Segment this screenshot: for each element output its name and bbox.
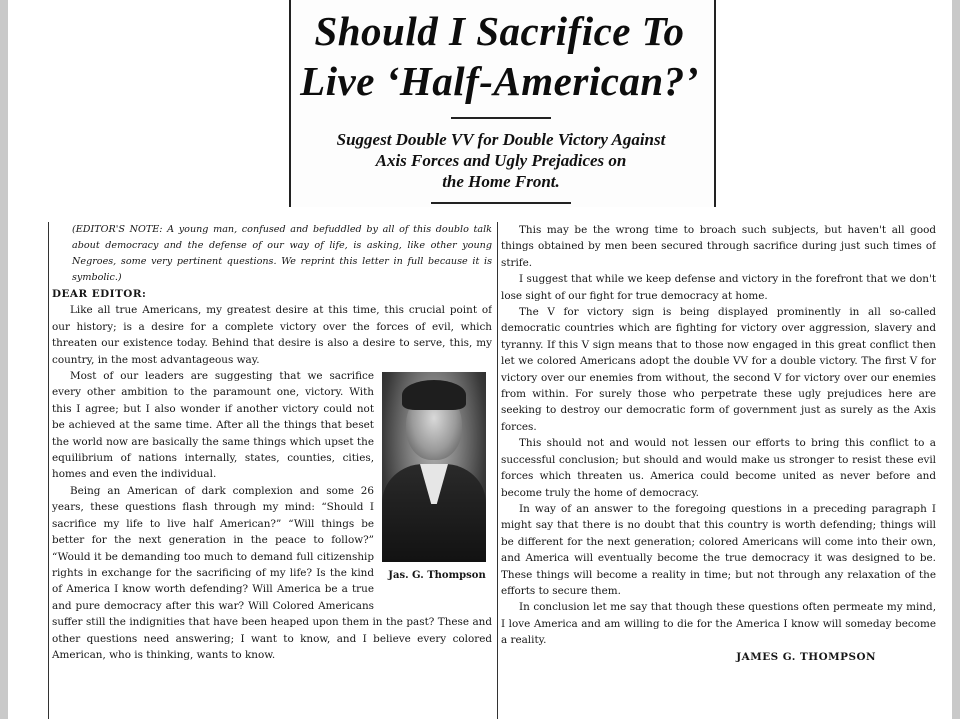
signature: JAMES G. THOMPSON <box>736 650 876 663</box>
right-paragraph-4: This should not and would not lessen our efforts to bring this conflict to a successful conclusion; but should and would make us stronger to resist these evil forces which threaten us. America could become united as never before and become truly the home of democracy. <box>501 437 936 499</box>
photo-caption: Jas. G. Thompson <box>388 570 486 582</box>
headline-title-line1: Should I Sacrifice To <box>314 8 685 54</box>
right-column <box>497 222 936 719</box>
headline-title <box>297 6 702 106</box>
left-column <box>48 222 492 719</box>
subhead-line2: Axis Forces and Ugly Prejadices on <box>375 151 627 170</box>
left-paragraph-2: Most of our leaders are suggesting that we sacrifice every other ambition to the paramount one, victory. With this I agree; but I also wonder if another victory could not be achieved at the same time. After all the things that beset the world now are basically the same things which upset the equilibrium of nations internally, states, counties, cities, homes and even the individual. <box>52 370 374 481</box>
headline-bottom-divider <box>431 202 571 204</box>
headline-title-line2: Live ‘Half-American?’ <box>300 58 699 104</box>
headline-divider <box>451 117 551 119</box>
right-paragraph-6: In conclusion let me say that though these questions often permeate my mind, I love America and am willing to die for the America I know will someday become a reality. <box>501 601 936 647</box>
right-paragraph-5: In way of an answer to the foregoing questions in a preceding paragraph I might say that there is no doubt that this country is worth defending; things will be different for the next generation; colored Americans will come into their own, and America will eventually become the true democracy it was designed to be. These things will become a reality in time; but not through any relaxation of the efforts to secure them. <box>501 502 936 597</box>
left-paragraph-3: Being an American of dark complexion and some 26 years, these questions flash through my mind: “Should I sacrifice my life to live half American?” “Will things be better for the next generation in the peace to follow?” “Would it be demanding too much to demand full citizenship rights in exchange for the sacrificing of my life? Is the kind of America I know worth defending? Will America be a true and pure democracy after this war? Will Colored Americans suffer still the indignities that have been heaped upon them in the past? These and other questions need answering; I want to know, and I believe every colored American, who is thinking, wants to know. <box>52 484 492 661</box>
salutation: DEAR EDITOR: <box>52 288 147 300</box>
right-paragraph-2: I suggest that while we keep defense and victory in the forefront that we don't lose sight of our fight for true democracy at home. <box>501 273 936 302</box>
right-paragraph-3: The V for victory sign is being displayed prominently in all so-called democratic countries which are fighting for victory over aggression, slavery and tyranny. If this V sign means that to those now engaged in this great conflict then let we colored Americans adopt the double VV for a double victory. The first V for victory over our enemies from without, the second V for victory over our enemies from within. For surely those who perpetrate these ugly prejudices here are seeking to destroy our democratic form of government just as surely as the Axis forces. <box>501 306 936 433</box>
left-paragraph-1: Like all true Americans, my greatest desire at this time, this crucial point of our history; is a desire for a complete victory over the forces of evil, which threaten our existence today. Behind that desire is also a desire to serve, this, my country, in the most advantageous way. <box>52 304 492 366</box>
newspaper-page <box>8 0 952 719</box>
headline-subhead <box>301 129 701 192</box>
subhead-line1: Suggest Double VV for Double Victory Against <box>336 130 666 149</box>
editor-note: (EDITOR'S NOTE: A young man, confused and befuddled by all of this doublo talk about democracy and the defense of our way of life, is asking, like other young Negroes, some very pertinent questions. We reprint this letter in full because it is symbolic.) <box>72 224 492 283</box>
portrait-figure <box>382 372 492 602</box>
subhead-line3: the Home Front. <box>442 172 560 191</box>
right-paragraph-1: This may be the wrong time to broach such subjects, but haven't all good things obtained by men been secured through sacrifice during just such times of strife. <box>501 224 936 269</box>
portrait-photo <box>382 372 486 562</box>
portrait-hair <box>402 380 466 410</box>
headline-box <box>289 0 716 207</box>
